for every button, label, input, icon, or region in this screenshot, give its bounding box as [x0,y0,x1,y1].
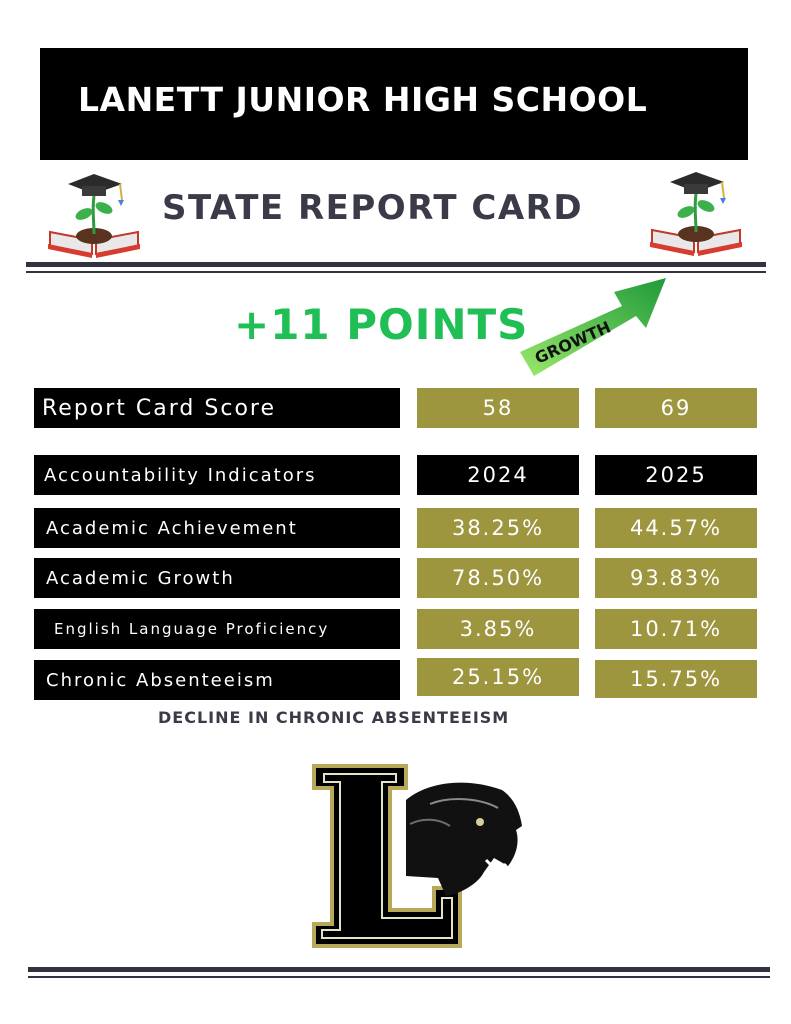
growth-arrow-icon [518,272,678,382]
points-gain: +11 POINTS [234,300,529,349]
decline-note: DECLINE IN CHRONIC ABSENTEEISM [158,708,510,727]
report-card-score-label: Report Card Score [34,388,400,428]
indicator-value-2025: 10.71% [595,609,757,649]
indicator-value-2024: 3.85% [417,609,579,649]
school-name-title: LANETT JUNIOR HIGH SCHOOL [78,80,648,119]
divider-top-thick [26,262,766,267]
indicator-value-2025: 44.57% [595,508,757,548]
indicator-value-2025: 15.75% [595,660,757,698]
graduation-plant-book-icon [646,168,746,258]
indicator-value-2025: 93.83% [595,558,757,598]
indicator-value-2024: 38.25% [417,508,579,548]
indicator-value-2024: 78.50% [417,558,579,598]
score-2025: 69 [595,388,757,428]
indicators-header-label: Accountability Indicators [34,455,400,495]
year-2024-header: 2024 [417,455,579,495]
report-card-title: STATE REPORT CARD [162,188,584,228]
indicator-label: Chronic Absenteeism [34,660,400,700]
score-2024: 58 [417,388,579,428]
growth-arrow-label: GROWTH [531,317,614,368]
graduation-plant-book-icon [44,170,144,260]
year-2025-header: 2025 [595,455,757,495]
divider-bottom-thick [28,967,770,972]
indicator-label: Academic Achievement [34,508,400,548]
indicator-value-2024: 25.15% [417,658,579,696]
divider-bottom-thin [28,976,770,978]
panther-icon [310,760,530,950]
indicator-label: Academic Growth [34,558,400,598]
indicator-label: English Language Proficiency [34,609,400,649]
